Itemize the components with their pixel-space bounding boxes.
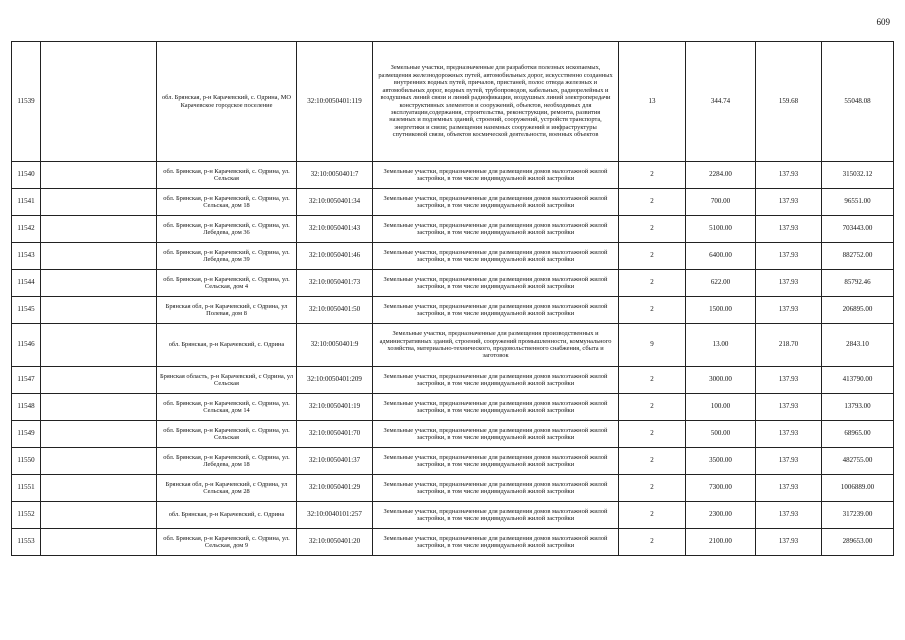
table-row <box>12 297 894 324</box>
cadastral-value-cell: 55048.08 <box>822 42 894 162</box>
land-use-cell: Земельные участки, предназначенные для размещения домов малоэтажной жилой застройки, в том числе индивидуальной жилой застройки <box>373 529 619 556</box>
use-group-cell: 2 <box>619 162 686 189</box>
address-cell: Брянская обл, р-н Карачевский, с Одрина, ул Полевая, дом 8 <box>157 297 297 324</box>
table-row <box>12 421 894 448</box>
area-cell: 13.00 <box>686 324 756 367</box>
address-cell: обл. Брянская, р-н Карачевский, с. Одрина, ул. Сельская <box>157 162 297 189</box>
spacer-cell <box>41 367 157 394</box>
row-id: 11545 <box>12 297 41 324</box>
land-use-cell: Земельные участки, предназначенные для размещения домов малоэтажной жилой застройки, в том числе индивидуальной жилой застройки <box>373 270 619 297</box>
row-id: 11546 <box>12 324 41 367</box>
cadastral-number-cell: 32:10:0040101:257 <box>297 502 373 529</box>
use-group-cell: 2 <box>619 297 686 324</box>
rate-cell: 137.93 <box>756 243 822 270</box>
spacer-cell <box>41 162 157 189</box>
table-row <box>12 448 894 475</box>
rate-cell: 137.93 <box>756 475 822 502</box>
address-cell: обл. Брянская, р-н Карачевский, с. Одрина, МО Карачевское городское поселение <box>157 42 297 162</box>
use-group-cell: 2 <box>619 189 686 216</box>
row-id: 11543 <box>12 243 41 270</box>
rate-cell: 137.93 <box>756 270 822 297</box>
rate-cell: 137.93 <box>756 367 822 394</box>
row-id: 11542 <box>12 216 41 243</box>
table-row <box>12 529 894 556</box>
rate-cell: 159.68 <box>756 42 822 162</box>
use-group-cell: 2 <box>619 502 686 529</box>
cadastral-number-cell: 32:10:0050401:37 <box>297 448 373 475</box>
row-id: 11553 <box>12 529 41 556</box>
area-cell: 700.00 <box>686 189 756 216</box>
row-id: 11547 <box>12 367 41 394</box>
spacer-cell <box>41 297 157 324</box>
area-cell: 622.00 <box>686 270 756 297</box>
address-cell: обл. Брянская, р-н Карачевский, с. Одрина, ул. Сельская, дом 18 <box>157 189 297 216</box>
cadastral-value-cell: 703443.00 <box>822 216 894 243</box>
cadastral-number-cell: 32:10:0050401:50 <box>297 297 373 324</box>
table-row <box>12 42 894 162</box>
row-id: 11549 <box>12 421 41 448</box>
spacer-cell <box>41 475 157 502</box>
row-id: 11540 <box>12 162 41 189</box>
spacer-cell <box>41 529 157 556</box>
land-use-cell: Земельные участки, предназначенные для размещения домов малоэтажной жилой застройки, в том числе индивидуальной жилой застройки <box>373 297 619 324</box>
cadastral-number-cell: 32:10:0050401:20 <box>297 529 373 556</box>
address-cell: обл. Брянская, р-н Карачевский, с. Одрина, ул. Сельская, дом 4 <box>157 270 297 297</box>
address-cell: обл. Брянская, р-н Карачевский, с. Одрина <box>157 502 297 529</box>
area-cell: 5100.00 <box>686 216 756 243</box>
row-id: 11539 <box>12 42 41 162</box>
use-group-cell: 9 <box>619 324 686 367</box>
cadastral-number-cell: 32:10:0050401:46 <box>297 243 373 270</box>
row-id: 11551 <box>12 475 41 502</box>
rate-cell: 137.93 <box>756 421 822 448</box>
land-use-cell: Земельные участки, предназначенные для размещения домов малоэтажной жилой застройки, в том числе индивидуальной жилой застройки <box>373 367 619 394</box>
use-group-cell: 2 <box>619 270 686 297</box>
spacer-cell <box>41 270 157 297</box>
use-group-cell: 2 <box>619 394 686 421</box>
use-group-cell: 13 <box>619 42 686 162</box>
table-row <box>12 216 894 243</box>
rate-cell: 137.93 <box>756 502 822 529</box>
spacer-cell <box>41 421 157 448</box>
table-row <box>12 394 894 421</box>
row-id: 11544 <box>12 270 41 297</box>
rate-cell: 218.70 <box>756 324 822 367</box>
use-group-cell: 2 <box>619 448 686 475</box>
spacer-cell <box>41 448 157 475</box>
cadastral-number-cell: 32:10:0050401:70 <box>297 421 373 448</box>
table-row <box>12 324 894 367</box>
cadastral-number-cell: 32:10:0050401:7 <box>297 162 373 189</box>
address-cell: обл. Брянская, р-н Карачевский, с. Одрина, ул. Сельская, дом 9 <box>157 529 297 556</box>
area-cell: 6400.00 <box>686 243 756 270</box>
use-group-cell: 2 <box>619 529 686 556</box>
cadastral-number-cell: 32:10:0050401:73 <box>297 270 373 297</box>
row-id: 11548 <box>12 394 41 421</box>
cadastral-number-cell: 32:10:0050401:34 <box>297 189 373 216</box>
spacer-cell <box>41 189 157 216</box>
area-cell: 100.00 <box>686 394 756 421</box>
cadastral-value-cell: 2843.10 <box>822 324 894 367</box>
land-use-cell: Земельные участки, предназначенные для размещения домов малоэтажной жилой застройки, в том числе индивидуальной жилой застройки <box>373 243 619 270</box>
page-number: 609 <box>876 17 890 27</box>
address-cell: обл. Брянская, р-н Карачевский, с. Одрина <box>157 324 297 367</box>
rate-cell: 137.93 <box>756 529 822 556</box>
area-cell: 500.00 <box>686 421 756 448</box>
address-cell: Брянская область, р-н Карачевский, с Одрина, ул Сельская <box>157 367 297 394</box>
land-use-cell: Земельные участки, предназначенные для разработки полезных ископаемых, размещения железнодорожных путей, автомобильных дорог, искусственно созданных внутренних водных путей, причалов, пристаней, полос отвода железных и автомобильных дорог, водных путей, трубопроводов, кабельных, радиорелейных и воздушных линий связи и линий радиофикации, воздушных линий электропередачи конструктивных элементов и сооружений, объектов, необходимых для эксплуатации,содержания, строительства, реконструкции, ремонта, развития наземных и подземных зданий, строений, сооружений, устройств транспорта, энергетики и связи; размещения наземных сооружений и инфраструктуры спутниковой связи, объектов космической деятельности, военных объектов <box>373 42 619 162</box>
rate-cell: 137.93 <box>756 394 822 421</box>
land-use-cell: Земельные участки, предназначенные для размещения домов малоэтажной жилой застройки, в том числе индивидуальной жилой застройки <box>373 502 619 529</box>
rate-cell: 137.93 <box>756 162 822 189</box>
cadastral-value-cell: 206895.00 <box>822 297 894 324</box>
area-cell: 2284.00 <box>686 162 756 189</box>
row-id: 11552 <box>12 502 41 529</box>
area-cell: 3000.00 <box>686 367 756 394</box>
cadastral-value-cell: 882752.00 <box>822 243 894 270</box>
land-use-cell: Земельные участки, предназначенные для размещения домов малоэтажной жилой застройки, в том числе индивидуальной жилой застройки <box>373 475 619 502</box>
use-group-cell: 2 <box>619 421 686 448</box>
cadastral-value-cell: 1006889.00 <box>822 475 894 502</box>
spacer-cell <box>41 216 157 243</box>
spacer-cell <box>41 243 157 270</box>
cadastral-value-cell: 289653.00 <box>822 529 894 556</box>
address-cell: обл. Брянская, р-н Карачевский, с. Одрина, ул. Сельская, дом 14 <box>157 394 297 421</box>
cadastral-number-cell: 32:10:0050401:43 <box>297 216 373 243</box>
land-use-cell: Земельные участки, предназначенные для размещения домов малоэтажной жилой застройки, в том числе индивидуальной жилой застройки <box>373 189 619 216</box>
address-cell: Брянская обл, р-н Карачевский, с Одрина, ул Сельская, дом 28 <box>157 475 297 502</box>
table-row <box>12 502 894 529</box>
cadastral-number-cell: 32:10:0050401:19 <box>297 394 373 421</box>
cadastral-value-cell: 315032.12 <box>822 162 894 189</box>
cadastral-value-cell: 85792.46 <box>822 270 894 297</box>
land-use-cell: Земельные участки, предназначенные для размещения домов малоэтажной жилой застройки, в том числе индивидуальной жилой застройки <box>373 448 619 475</box>
address-cell: обл. Брянская, р-н Карачевский, с. Одрина, ул. Сельская <box>157 421 297 448</box>
cadastral-value-cell: 96551.00 <box>822 189 894 216</box>
table-row <box>12 189 894 216</box>
land-use-cell: Земельные участки, предназначенные для размещения домов малоэтажной жилой застройки, в том числе индивидуальной жилой застройки <box>373 394 619 421</box>
spacer-cell <box>41 502 157 529</box>
cadastral-value-cell: 413790.00 <box>822 367 894 394</box>
land-use-cell: Земельные участки, предназначенные для размещения производственных и административных зданий, строений, сооружений промышленности, коммунального хозяйства, материально-технического, продовольственного снабжения, сбыта и заготовок <box>373 324 619 367</box>
area-cell: 1500.00 <box>686 297 756 324</box>
use-group-cell: 2 <box>619 367 686 394</box>
rate-cell: 137.93 <box>756 297 822 324</box>
table-row <box>12 367 894 394</box>
area-cell: 2300.00 <box>686 502 756 529</box>
cadastral-value-cell: 317239.00 <box>822 502 894 529</box>
row-id: 11550 <box>12 448 41 475</box>
area-cell: 7300.00 <box>686 475 756 502</box>
spacer-cell <box>41 42 157 162</box>
cadastral-number-cell: 32:10:0050401:209 <box>297 367 373 394</box>
land-plot-table <box>11 41 894 556</box>
address-cell: обл. Брянская, р-н Карачевский, с. Одрина, ул. Лебедева, дом 18 <box>157 448 297 475</box>
cadastral-number-cell: 32:10:0050401:9 <box>297 324 373 367</box>
table-row <box>12 243 894 270</box>
table-row <box>12 270 894 297</box>
address-cell: обл. Брянская, р-н Карачевский, с. Одрина, ул. Лебедева, дом 36 <box>157 216 297 243</box>
address-cell: обл. Брянская, р-н Карачевский, с. Одрина, ул. Лебедева, дом 39 <box>157 243 297 270</box>
land-use-cell: Земельные участки, предназначенные для размещения домов малоэтажной жилой застройки, в том числе индивидуальной жилой застройки <box>373 421 619 448</box>
area-cell: 344.74 <box>686 42 756 162</box>
rate-cell: 137.93 <box>756 448 822 475</box>
cadastral-value-cell: 13793.00 <box>822 394 894 421</box>
land-use-cell: Земельные участки, предназначенные для размещения домов малоэтажной жилой застройки, в том числе индивидуальной жилой застройки <box>373 216 619 243</box>
table-row <box>12 162 894 189</box>
use-group-cell: 2 <box>619 475 686 502</box>
land-use-cell: Земельные участки, предназначенные для размещения домов малоэтажной жилой застройки, в том числе индивидуальной жилой застройки <box>373 162 619 189</box>
cadastral-number-cell: 32:10:0050401:119 <box>297 42 373 162</box>
use-group-cell: 2 <box>619 216 686 243</box>
use-group-cell: 2 <box>619 243 686 270</box>
rate-cell: 137.93 <box>756 189 822 216</box>
rate-cell: 137.93 <box>756 216 822 243</box>
spacer-cell <box>41 394 157 421</box>
cadastral-number-cell: 32:10:0050401:29 <box>297 475 373 502</box>
table-row <box>12 475 894 502</box>
cadastral-value-cell: 68965.00 <box>822 421 894 448</box>
area-cell: 2100.00 <box>686 529 756 556</box>
cadastral-value-cell: 482755.00 <box>822 448 894 475</box>
row-id: 11541 <box>12 189 41 216</box>
area-cell: 3500.00 <box>686 448 756 475</box>
spacer-cell <box>41 324 157 367</box>
